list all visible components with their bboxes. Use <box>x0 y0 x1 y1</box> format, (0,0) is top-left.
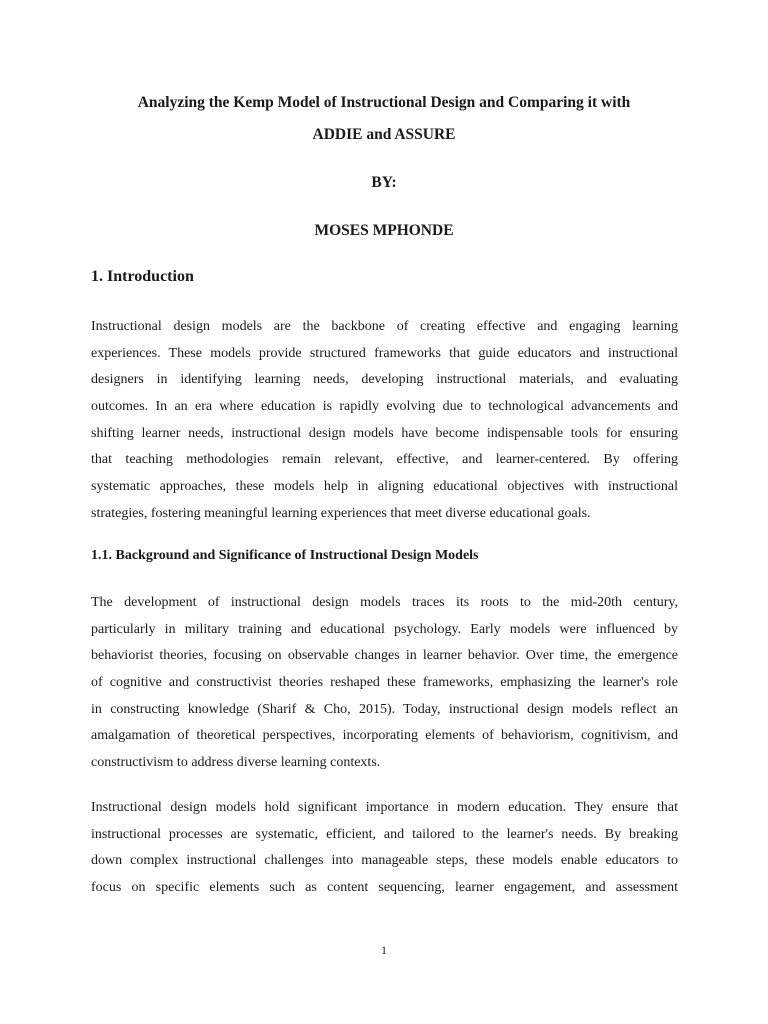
paragraph-line: designers in identifying learning needs, developing instructional materials, and evaluating <box>91 372 678 388</box>
paragraph-line: shifting learner needs, instructional design models have become indispensable tools for ensuring <box>91 425 678 441</box>
paragraph-line: that teaching methodologies remain relevant, effective, and learner-centered. By offering <box>91 452 678 468</box>
page-number: 1 <box>381 943 387 957</box>
paragraph-line: strategies, fostering meaningful learning experiences that meet diverse educational goals. <box>91 505 591 521</box>
paragraph-line: systematic approaches, these models help in aligning educational objectives with instructional <box>91 479 678 495</box>
paragraph-line: amalgamation of theoretical perspectives, incorporating elements of behaviorism, cognitivism, and <box>91 728 678 744</box>
section-heading-introduction: 1. Introduction <box>91 268 194 285</box>
section-heading-background: 1.1. Background and Significance of Instructional Design Models <box>91 548 479 563</box>
paragraph-line: behaviorist theories, focusing on observable changes in learner behavior. Over time, the emergence <box>91 648 678 664</box>
paragraph-line: Instructional design models hold significant importance in modern education. They ensure that <box>91 800 678 815</box>
paragraph-line: focus on specific elements such as content sequencing, learner engagement, and assessment <box>91 880 678 896</box>
author-name: MOSES MPHONDE <box>314 222 454 239</box>
paragraph-line: The development of instructional design models traces its roots to the mid-20th century, <box>91 595 678 610</box>
document-title-line-1: Analyzing the Kemp Model of Instructional Design and Comparing it with <box>137 94 631 111</box>
paragraph-line: down complex instructional challenges into manageable steps, these models enable educators to <box>91 853 678 869</box>
paragraph-line: constructivism to address diverse learning contexts. <box>91 755 381 771</box>
paragraph-line: Instructional design models are the backbone of creating effective and engaging learning <box>91 319 678 334</box>
introduction-paragraph <box>91 314 678 528</box>
paragraph-line: instructional processes are systematic, efficient, and tailored to the learner's needs. By breaking <box>91 826 678 842</box>
paragraph-line: particularly in military training and educational psychology. Early models were influenced by <box>91 621 678 637</box>
paragraph-line: experiences. These models provide structured frameworks that guide educators and instructional <box>91 345 678 361</box>
document-title-line-2: ADDIE and ASSURE <box>312 126 456 143</box>
background-paragraph-2 <box>91 795 678 902</box>
paragraph-line: in constructing knowledge (Sharif & Cho, 2015). Today, instructional design models reflect an <box>91 701 678 717</box>
by-label: BY: <box>371 174 397 191</box>
paragraph-line: outcomes. In an era where education is rapidly evolving due to technological advancements and <box>91 399 678 415</box>
background-paragraph-1 <box>91 590 678 777</box>
paragraph-line: of cognitive and constructivist theories reshaped these frameworks, emphasizing the learner's role <box>91 675 678 691</box>
